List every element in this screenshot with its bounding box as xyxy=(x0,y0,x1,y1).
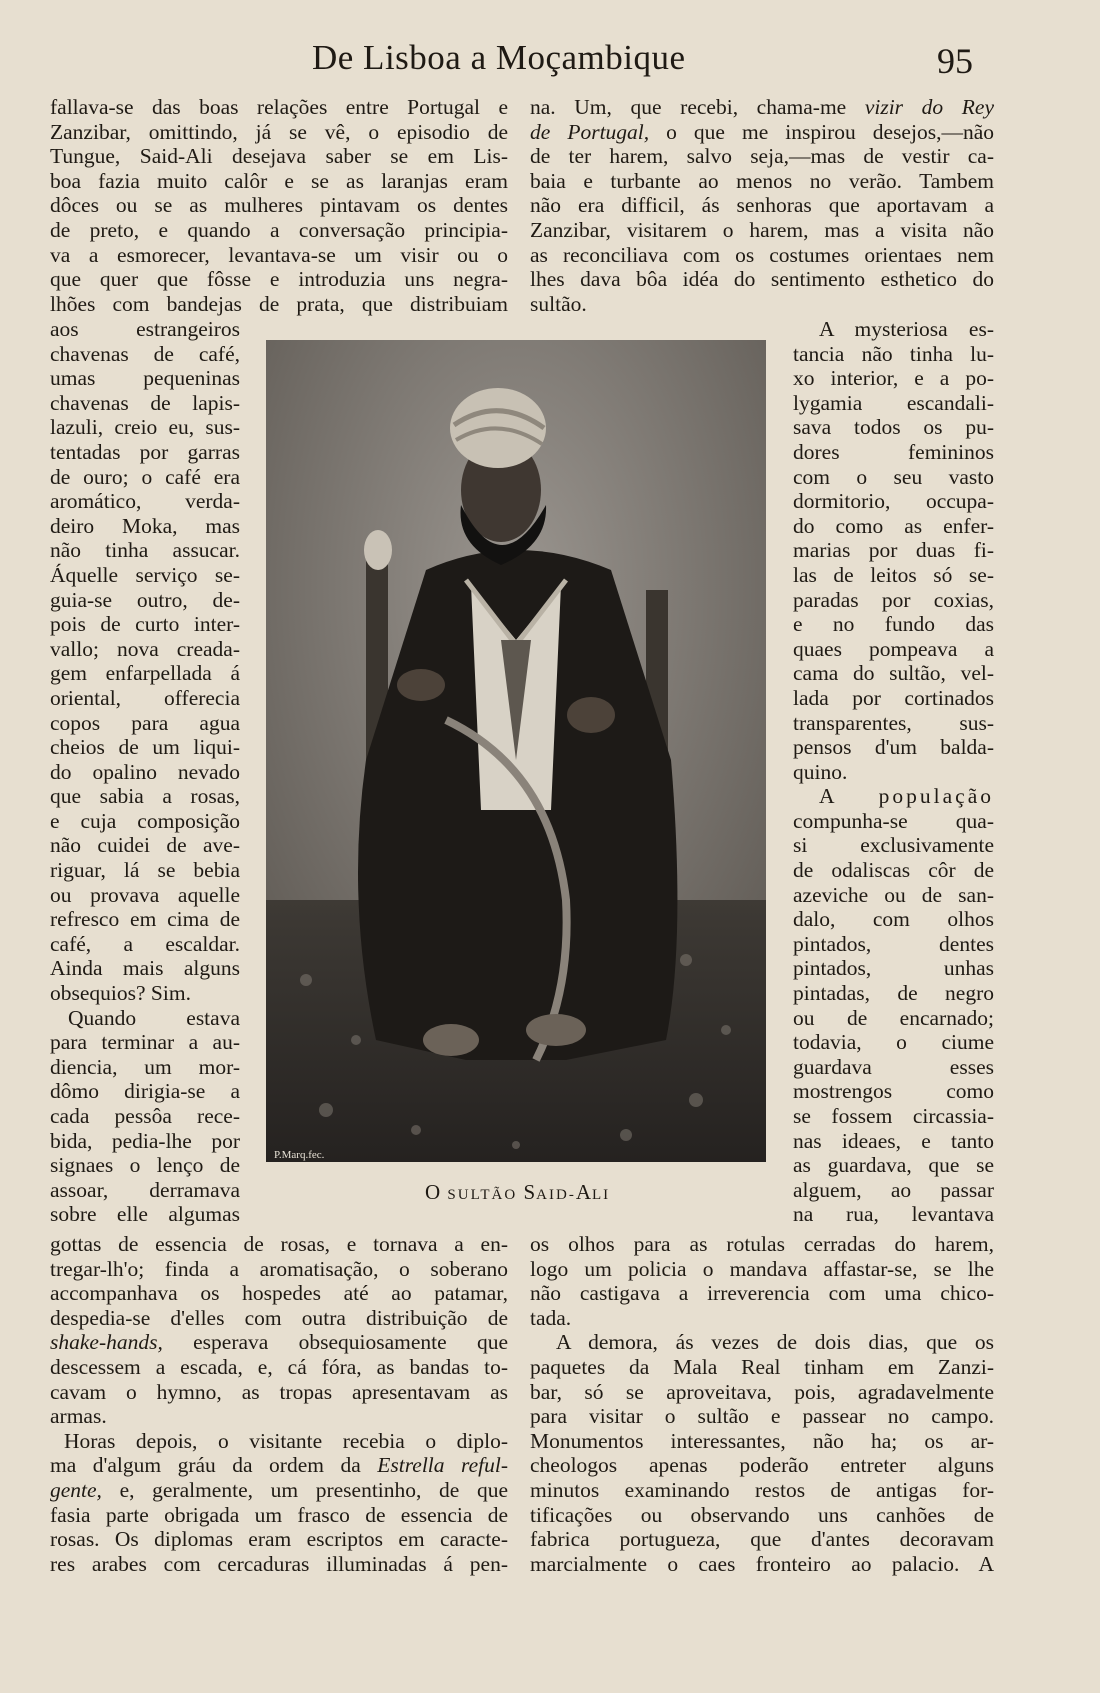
text-line: mostrengos como xyxy=(793,1079,994,1104)
text-line: ou provava aquelle xyxy=(50,882,240,907)
italic-term: vizir do Rey xyxy=(864,95,994,119)
text-line: pintadas, de negro xyxy=(793,981,994,1006)
text-line: para terminar a au- xyxy=(50,1030,240,1055)
text-line: tregar-lh'o; finda a aromatisação, o soberano xyxy=(50,1256,508,1281)
text-line: não tinha assucar. xyxy=(50,538,240,563)
text-line: nas ideaes, e tanto xyxy=(793,1128,994,1153)
text-line: dormitorio, occupa- xyxy=(793,489,994,514)
text-line: quino. xyxy=(793,759,848,784)
text-fragment: o que me inspirou desejos,—não xyxy=(649,119,994,144)
text-line: descessem a escada, e, cá fóra, as bandas to- xyxy=(50,1354,508,1379)
italic-term: gente, xyxy=(50,1477,102,1502)
left-column-bottom xyxy=(50,1232,508,1576)
text-line: lygamia escandali- xyxy=(793,390,994,415)
text-line: fallava-se das boas relações entre Portugal e xyxy=(50,95,508,119)
caption-small: AID- xyxy=(536,1187,576,1203)
right-column-narrow xyxy=(793,317,994,1227)
text-line: lazuli, creio eu, sus- xyxy=(50,415,240,440)
caption-small: LI xyxy=(591,1187,611,1203)
engraver-signature: P.Marq.fec. xyxy=(274,1149,325,1161)
text-line: Tungue, Said-Ali desejava saber se em Lis- xyxy=(50,144,508,169)
caption-first-word: O xyxy=(425,1180,442,1204)
text-line: lada por cortinados xyxy=(793,685,994,710)
text-line: baia e turbante ao menos no verão. Tambem xyxy=(530,168,994,193)
text-line: guardava esses xyxy=(793,1054,994,1079)
text-line xyxy=(530,95,994,120)
caption-smallcaps-word: SULTÃO xyxy=(447,1187,518,1203)
text-line: aos estrangeiros xyxy=(50,317,240,341)
text-fragment: ma d'algum gráu da ordem da xyxy=(50,1453,378,1478)
text-line xyxy=(50,1453,508,1478)
paragraph xyxy=(530,1232,994,1330)
text-line: A mysteriosa es- xyxy=(819,317,994,341)
text-line: do como as enfer- xyxy=(793,513,994,538)
text-line: e cuja composição xyxy=(50,808,240,833)
text-line: cheios de um liqui- xyxy=(50,735,240,760)
text-line: tancia não tinha lu- xyxy=(793,341,994,366)
text-line: umas pequeninas xyxy=(50,366,240,391)
text-line: bar, só se aproveitava, pois, agradavelmente xyxy=(530,1379,994,1404)
text-line: café, a escaldar. xyxy=(50,931,240,956)
text-line: e no fundo das xyxy=(793,612,994,637)
text-line: las de leitos só se- xyxy=(793,562,994,587)
text-line: os olhos para as rotulas cerradas do harem, xyxy=(530,1232,994,1256)
text-line: Zanzibar, omittindo, já se vê, o episodio de xyxy=(50,119,508,144)
paragraph xyxy=(793,317,994,784)
text-line: quaes pompeava a xyxy=(793,636,994,661)
text-line: Quando estava xyxy=(68,1005,240,1030)
paragraph xyxy=(50,1006,240,1227)
text-line: fabrica portugueza, que d'antes decoravam xyxy=(530,1527,994,1552)
italic-term: Estrella reful- xyxy=(377,1453,508,1478)
text-line: paquetes da Mala Real tinham em Zanzi- xyxy=(530,1354,994,1379)
caption-initial: A xyxy=(575,1180,592,1204)
text-line: paradas por coxias, xyxy=(793,587,994,612)
text-line: as reconciliava com os costumes orientaes nem xyxy=(530,242,994,267)
text-line: pintados, unhas xyxy=(793,956,994,981)
figure-caption xyxy=(425,1180,725,1205)
text-line: de preto, e quando a conversação principia- xyxy=(50,217,508,242)
text-line: que quer que fôsse e introduzia uns negra- xyxy=(50,267,508,292)
right-column-bottom xyxy=(530,1232,994,1576)
text-line: dores femininos xyxy=(793,439,994,464)
text-line: cheologos apenas poderão entreter alguns xyxy=(530,1453,994,1478)
text-line: assoar, derramava xyxy=(50,1177,240,1202)
running-title: De Lisboa a Moçambique xyxy=(312,38,686,77)
text-line: tificações ou observando uns canhões de xyxy=(530,1502,994,1527)
text-line: não era difficil, ás senhoras que aportavam a xyxy=(530,193,994,218)
text-line: de ouro; o café era xyxy=(50,464,240,489)
text-line: xo interior, e a po- xyxy=(793,366,994,391)
left-column-top xyxy=(50,95,508,316)
text-line: res arabes com cercaduras illuminadas á pen- xyxy=(50,1551,508,1576)
text-line: gottas de essencia de rosas, e tornava a en- xyxy=(50,1232,508,1256)
text-line: chavenas de café, xyxy=(50,341,240,366)
text-line: A demora, ás vezes de dois dias, que os xyxy=(556,1330,994,1355)
text-line: que sabia a rosas, xyxy=(50,784,240,809)
text-line: lhões com bandejas de prata, que distribuiam xyxy=(50,291,508,316)
paragraph xyxy=(530,1330,994,1576)
text-line: cavam o hymno, as tropas apresentavam as xyxy=(50,1379,508,1404)
text-line: riguar, lá se bebia xyxy=(50,858,240,883)
text-line: copos para agua xyxy=(50,710,240,735)
text-line: dôces ou se as mulheres pintavam os dentes xyxy=(50,193,508,218)
text-line: se fossem circassia- xyxy=(793,1104,994,1128)
text-line: cama do sultão, vel- xyxy=(793,661,994,686)
text-line: alguem, ao passar xyxy=(793,1177,994,1202)
text-line: do opalino nevado xyxy=(50,759,240,784)
text-line: refresco em cima de xyxy=(50,907,240,932)
text-line: bida, pedia-lhe por xyxy=(50,1128,240,1153)
text-line: boa fazia muito calôr e se as laranjas eram xyxy=(50,168,508,193)
text-line: aromático, verda- xyxy=(50,489,240,514)
text-line: deiro Moka, mas xyxy=(50,513,240,538)
text-line: A população xyxy=(819,784,994,809)
text-line: chavenas de lapis- xyxy=(50,390,240,415)
caption-initial: S xyxy=(523,1180,537,1204)
text-line: na rua, levantava xyxy=(793,1202,994,1227)
text-line: não castigava a irreverencia com uma chico- xyxy=(530,1281,994,1306)
text-line: fasia parte obrigada um frasco de essencia de xyxy=(50,1502,508,1527)
italic-term: shake-hands, xyxy=(50,1330,163,1355)
text-line: tentadas por garras xyxy=(50,439,240,464)
text-line: vallo; nova creada- xyxy=(50,636,240,661)
text-line xyxy=(50,1330,508,1355)
text-line: dômo dirigia-se a xyxy=(50,1079,240,1104)
text-line: compunha-se qua- xyxy=(793,808,994,833)
left-column-narrow xyxy=(50,317,240,1227)
text-line: Horas depois, o visitante recebia o diplo- xyxy=(64,1428,508,1453)
text-line: guia-se outro, de- xyxy=(50,587,240,612)
portrait-drawing xyxy=(266,340,766,1162)
text-line: tada. xyxy=(530,1305,572,1330)
text-line: gem enfarpellada á xyxy=(50,661,240,686)
text-line: todavia, o ciume xyxy=(793,1030,994,1055)
text-fragment: na. Um, que recebi, chama-me xyxy=(530,95,865,119)
text-line xyxy=(530,120,994,145)
text-line: despedia-se d'elles com outra distribuição de xyxy=(50,1305,508,1330)
text-line: não cuidei de ave- xyxy=(50,833,240,858)
text-line: sultão. xyxy=(530,291,587,316)
paragraph xyxy=(50,317,240,1006)
text-line: azeviche ou de san- xyxy=(793,882,994,907)
text-line: dalo, com olhos xyxy=(793,907,994,932)
paragraph xyxy=(50,95,508,316)
text-line: de odaliscas côr de xyxy=(793,858,994,883)
text-line: transparentes, sus- xyxy=(793,710,994,735)
text-line: cada pessôa rece- xyxy=(50,1104,240,1128)
text-line xyxy=(50,1478,508,1503)
paragraph xyxy=(793,784,994,1227)
text-line: Ainda mais alguns xyxy=(50,956,240,981)
text-line: diencia, um mor- xyxy=(50,1054,240,1079)
text-line: logo um policia o mandava affastar-se, se lhe xyxy=(530,1256,994,1281)
text-line: accompanhava os hospedes até ao patamar, xyxy=(50,1281,508,1306)
caption-name xyxy=(523,1180,610,1204)
text-line: obsequios? Sim. xyxy=(50,981,191,1006)
sultan-portrait-photo xyxy=(266,340,766,1162)
text-fragment: e, geralmente, um presentinho, de que xyxy=(101,1477,508,1502)
text-line: Áquelle serviço se- xyxy=(50,562,240,587)
text-line: si exclusivamente xyxy=(793,833,994,858)
text-line: minutos examinando restos de antigas for- xyxy=(530,1477,994,1502)
text-line: Monumentos interessantes, não ha; os ar- xyxy=(530,1428,994,1453)
italic-term: de Portugal, xyxy=(530,119,650,144)
paragraph xyxy=(50,1429,508,1577)
text-line: de ter harem, salvo seja,—mas de vestir ca- xyxy=(530,144,994,169)
text-line: lhes dava bôa idéa do sentimento esthetico do xyxy=(530,267,994,292)
right-column-top xyxy=(530,95,994,316)
text-line: rosas. Os diplomas eram escriptos em caracte- xyxy=(50,1527,508,1552)
text-line: va a esmorecer, levantava-se um visir ou o xyxy=(50,242,508,267)
text-line: armas. xyxy=(50,1404,107,1429)
text-line: sava todos os pu- xyxy=(793,415,994,440)
text-line: pois de curto inter- xyxy=(50,612,240,637)
text-line: ou de encarnado; xyxy=(793,1005,994,1030)
text-line: oriental, offerecia xyxy=(50,685,240,710)
text-line: pintados, dentes xyxy=(793,931,994,956)
text-line: Zanzibar, visitarem o harem, mas a visita não xyxy=(530,217,994,242)
text-line: sobre elle algumas xyxy=(50,1202,240,1227)
page-number: 95 xyxy=(937,41,973,81)
text-line: marcialmente o caes fronteiro ao palacio. A xyxy=(530,1551,994,1576)
text-line: as guardava, que se xyxy=(793,1153,994,1178)
text-line: pensos d'um balda- xyxy=(793,735,994,760)
text-line: signaes o lenço de xyxy=(50,1153,240,1178)
paragraph xyxy=(50,1232,508,1429)
text-line: com o seu vasto xyxy=(793,464,994,489)
text-fragment: esperava obsequiosamente que xyxy=(162,1330,508,1355)
text-line: para visitar o sultão e passear no campo. xyxy=(530,1404,994,1429)
paragraph xyxy=(530,95,994,316)
text-line: marias por duas fi- xyxy=(793,538,994,563)
